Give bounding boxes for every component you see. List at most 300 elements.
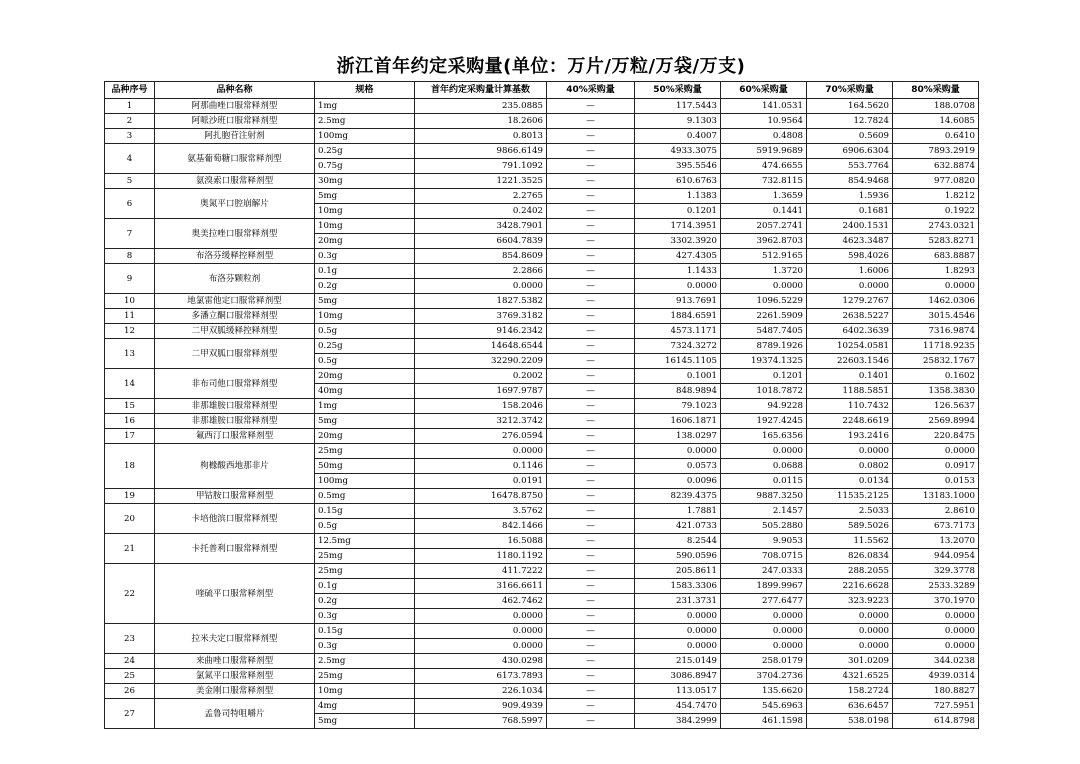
cell-p70: 12.7824 (807, 114, 893, 129)
table-row (105, 309, 979, 324)
cell-p70: 0.5609 (807, 129, 893, 144)
cell-p40: — (547, 549, 635, 564)
item-name: 地氯雷他定口服常释剂型 (155, 294, 315, 309)
item-number: 16 (105, 414, 155, 429)
item-name: 拉米夫定口服常释剂型 (155, 624, 315, 654)
cell-p80: 2569.8994 (893, 414, 979, 429)
item-number: 27 (105, 699, 155, 729)
cell-p80: 370.1970 (893, 594, 979, 609)
table-row (105, 444, 979, 459)
cell-base: 0.2402 (415, 204, 547, 219)
cell-p40: — (547, 279, 635, 294)
cell-p80: 0.0000 (893, 279, 979, 294)
cell-spec: 5mg (315, 294, 415, 309)
cell-p80: 7316.9874 (893, 324, 979, 339)
cell-p60: 0.0000 (721, 444, 807, 459)
cell-p50: 0.1001 (635, 369, 721, 384)
item-number: 17 (105, 429, 155, 444)
cell-base: 158.2046 (415, 399, 547, 414)
cell-p70: 10254.0581 (807, 339, 893, 354)
table-header (105, 82, 979, 99)
cell-p70: 2400.1531 (807, 219, 893, 234)
cell-p50: 117.5443 (635, 99, 721, 114)
item-number: 8 (105, 249, 155, 264)
cell-spec: 0.15g (315, 504, 415, 519)
item-name: 阿那曲唑口服常释剂型 (155, 99, 315, 114)
cell-p50: 79.1023 (635, 399, 721, 414)
cell-base: 14648.6544 (415, 339, 547, 354)
cell-base: 0.0000 (415, 639, 547, 654)
table-row (105, 564, 979, 579)
cell-p50: 1606.1871 (635, 414, 721, 429)
cell-base: 235.0885 (415, 99, 547, 114)
cell-p80: 944.0954 (893, 549, 979, 564)
cell-base: 0.0000 (415, 609, 547, 624)
cell-p80: 126.5637 (893, 399, 979, 414)
cell-p70: 6906.6304 (807, 144, 893, 159)
cell-p50: 427.4305 (635, 249, 721, 264)
cell-p80: 0.0000 (893, 609, 979, 624)
table-row (105, 669, 979, 684)
col-header-40pct: 40%采购量 (547, 82, 635, 99)
cell-base: 791.1092 (415, 159, 547, 174)
cell-p70: 6402.3639 (807, 324, 893, 339)
col-header-base: 首年约定采购量计算基数 (415, 82, 547, 99)
cell-p50: 421.0733 (635, 519, 721, 534)
cell-base: 1827.5382 (415, 294, 547, 309)
cell-base: 1697.9787 (415, 384, 547, 399)
cell-p70: 1.5936 (807, 189, 893, 204)
table-row (105, 624, 979, 639)
item-number: 19 (105, 489, 155, 504)
cell-p50: 0.0096 (635, 474, 721, 489)
table-row (105, 324, 979, 339)
cell-p60: 505.2880 (721, 519, 807, 534)
cell-spec: 0.75g (315, 159, 415, 174)
table-row (105, 264, 979, 279)
cell-p60: 0.0000 (721, 279, 807, 294)
cell-p60: 512.9165 (721, 249, 807, 264)
item-name: 氯氮平口服常释剂型 (155, 669, 315, 684)
item-name: 阿哌沙班口服常释剂型 (155, 114, 315, 129)
cell-p60: 1927.4245 (721, 414, 807, 429)
cell-spec: 25mg (315, 549, 415, 564)
cell-p60: 8789.1926 (721, 339, 807, 354)
cell-p60: 0.4808 (721, 129, 807, 144)
item-number: 21 (105, 534, 155, 564)
cell-spec: 1mg (315, 99, 415, 114)
cell-base: 6604.7839 (415, 234, 547, 249)
col-header-60pct: 60%采购量 (721, 82, 807, 99)
cell-p60: 0.0000 (721, 624, 807, 639)
cell-p70: 22603.1546 (807, 354, 893, 369)
item-number: 2 (105, 114, 155, 129)
procurement-table (104, 81, 979, 729)
cell-p80: 4939.0314 (893, 669, 979, 684)
item-number: 7 (105, 219, 155, 249)
cell-p50: 913.7691 (635, 294, 721, 309)
cell-p40: — (547, 414, 635, 429)
item-number: 15 (105, 399, 155, 414)
cell-base: 6173.7893 (415, 669, 547, 684)
col-header-name: 品种名称 (155, 82, 315, 99)
cell-p70: 854.9468 (807, 174, 893, 189)
cell-p40: — (547, 384, 635, 399)
cell-p80: 25832.1767 (893, 354, 979, 369)
cell-p40: — (547, 324, 635, 339)
cell-p70: 4623.3487 (807, 234, 893, 249)
cell-base: 411.7222 (415, 564, 547, 579)
cell-base: 0.2002 (415, 369, 547, 384)
cell-spec: 0.5g (315, 324, 415, 339)
cell-p60: 94.9228 (721, 399, 807, 414)
cell-p50: 1.1433 (635, 264, 721, 279)
table-row (105, 534, 979, 549)
item-name: 甲钴胺口服常释剂型 (155, 489, 315, 504)
cell-p60: 277.6477 (721, 594, 807, 609)
cell-p40: — (547, 144, 635, 159)
cell-p70: 0.0000 (807, 624, 893, 639)
table-row (105, 339, 979, 354)
cell-spec: 4mg (315, 699, 415, 714)
table-row (105, 144, 979, 159)
cell-p40: — (547, 399, 635, 414)
cell-base: 9866.6149 (415, 144, 547, 159)
cell-p80: 0.1922 (893, 204, 979, 219)
cell-p70: 2638.5227 (807, 309, 893, 324)
cell-p50: 0.0000 (635, 639, 721, 654)
cell-p40: — (547, 594, 635, 609)
cell-p50: 0.1201 (635, 204, 721, 219)
cell-p50: 215.0149 (635, 654, 721, 669)
cell-p40: — (547, 114, 635, 129)
cell-base: 3769.3182 (415, 309, 547, 324)
cell-p80: 220.8475 (893, 429, 979, 444)
cell-p60: 474.6655 (721, 159, 807, 174)
table-row (105, 189, 979, 204)
item-name: 二甲双胍缓释控释剂型 (155, 324, 315, 339)
item-name: 多潘立酮口服常释剂型 (155, 309, 315, 324)
cell-base: 462.7462 (415, 594, 547, 609)
cell-p40: — (547, 264, 635, 279)
cell-p60: 0.0000 (721, 609, 807, 624)
cell-p40: — (547, 249, 635, 264)
cell-p80: 329.3778 (893, 564, 979, 579)
cell-spec: 2.5mg (315, 654, 415, 669)
cell-spec: 0.15g (315, 624, 415, 639)
item-number: 5 (105, 174, 155, 189)
cell-p40: — (547, 459, 635, 474)
cell-p60: 0.0688 (721, 459, 807, 474)
cell-spec: 10mg (315, 204, 415, 219)
cell-p50: 0.4007 (635, 129, 721, 144)
item-number: 10 (105, 294, 155, 309)
cell-base: 0.0000 (415, 444, 547, 459)
item-name: 阿扎胞苷注射剂 (155, 129, 315, 144)
cell-p40: — (547, 189, 635, 204)
table-row (105, 489, 979, 504)
cell-base: 0.0000 (415, 624, 547, 639)
cell-p80: 3015.4546 (893, 309, 979, 324)
item-name: 卡培他滨口服常释剂型 (155, 504, 315, 534)
cell-p60: 0.0115 (721, 474, 807, 489)
cell-p50: 231.3731 (635, 594, 721, 609)
cell-p80: 7893.2919 (893, 144, 979, 159)
cell-p50: 1884.6591 (635, 309, 721, 324)
item-name: 非那雄胺口服常释剂型 (155, 414, 315, 429)
cell-p80: 2533.3289 (893, 579, 979, 594)
cell-spec: 20mg (315, 429, 415, 444)
cell-p60: 135.6620 (721, 684, 807, 699)
cell-p50: 0.0573 (635, 459, 721, 474)
cell-p40: — (547, 669, 635, 684)
item-name: 孟鲁司特咀嚼片 (155, 699, 315, 729)
cell-p60: 2261.5909 (721, 309, 807, 324)
cell-p70: 0.0000 (807, 609, 893, 624)
cell-base: 842.1466 (415, 519, 547, 534)
cell-spec: 0.3g (315, 609, 415, 624)
cell-p70: 0.0802 (807, 459, 893, 474)
item-name: 氟西汀口服常释剂型 (155, 429, 315, 444)
cell-p80: 0.0000 (893, 444, 979, 459)
cell-p80: 1.8212 (893, 189, 979, 204)
cell-p60: 1.3720 (721, 264, 807, 279)
cell-p70: 11.5562 (807, 534, 893, 549)
table-row (105, 174, 979, 189)
table-body (105, 99, 979, 729)
cell-base: 276.0594 (415, 429, 547, 444)
cell-p70: 301.0209 (807, 654, 893, 669)
cell-p80: 0.0153 (893, 474, 979, 489)
cell-base: 1221.3525 (415, 174, 547, 189)
cell-p60: 1.3659 (721, 189, 807, 204)
cell-p60: 545.6963 (721, 699, 807, 714)
cell-p50: 8239.4375 (635, 489, 721, 504)
cell-p80: 13183.1000 (893, 489, 979, 504)
cell-spec: 1mg (315, 399, 415, 414)
col-header-no: 品种序号 (105, 82, 155, 99)
col-header-50pct: 50%采购量 (635, 82, 721, 99)
cell-p40: — (547, 159, 635, 174)
cell-spec: 0.3g (315, 249, 415, 264)
item-number: 14 (105, 369, 155, 399)
cell-spec: 5mg (315, 189, 415, 204)
cell-p70: 193.2416 (807, 429, 893, 444)
item-number: 24 (105, 654, 155, 669)
cell-p60: 247.0333 (721, 564, 807, 579)
cell-base: 9146.2342 (415, 324, 547, 339)
cell-p50: 610.6763 (635, 174, 721, 189)
cell-p40: — (547, 504, 635, 519)
cell-p70: 0.1401 (807, 369, 893, 384)
cell-p50: 16145.1105 (635, 354, 721, 369)
cell-p60: 1096.5229 (721, 294, 807, 309)
cell-p80: 13.2070 (893, 534, 979, 549)
table-row (105, 654, 979, 669)
cell-spec: 100mg (315, 129, 415, 144)
table-row (105, 504, 979, 519)
table-row (105, 399, 979, 414)
cell-base: 430.0298 (415, 654, 547, 669)
cell-p80: 2.8610 (893, 504, 979, 519)
cell-p40: — (547, 489, 635, 504)
cell-base: 226.1034 (415, 684, 547, 699)
cell-base: 2.2765 (415, 189, 547, 204)
item-name: 二甲双胍口服常释剂型 (155, 339, 315, 369)
cell-p70: 0.0000 (807, 444, 893, 459)
cell-base: 3166.6611 (415, 579, 547, 594)
cell-p70: 2.5033 (807, 504, 893, 519)
cell-p70: 2216.6628 (807, 579, 893, 594)
cell-spec: 0.3g (315, 639, 415, 654)
cell-spec: 100mg (315, 474, 415, 489)
item-number: 11 (105, 309, 155, 324)
cell-base: 32290.2209 (415, 354, 547, 369)
cell-p50: 113.0517 (635, 684, 721, 699)
cell-p40: — (547, 639, 635, 654)
item-number: 13 (105, 339, 155, 369)
cell-p80: 632.8874 (893, 159, 979, 174)
cell-p50: 205.8611 (635, 564, 721, 579)
cell-p80: 614.8798 (893, 714, 979, 729)
cell-base: 854.8609 (415, 249, 547, 264)
cell-p50: 7324.3272 (635, 339, 721, 354)
cell-p40: — (547, 129, 635, 144)
cell-spec: 0.5mg (315, 489, 415, 504)
cell-p80: 0.6410 (893, 129, 979, 144)
cell-base: 18.2606 (415, 114, 547, 129)
cell-spec: 30mg (315, 174, 415, 189)
cell-p40: — (547, 174, 635, 189)
cell-p60: 461.1598 (721, 714, 807, 729)
cell-base: 3428.7901 (415, 219, 547, 234)
cell-spec: 10mg (315, 684, 415, 699)
cell-p50: 848.9894 (635, 384, 721, 399)
cell-p40: — (547, 309, 635, 324)
cell-p60: 5919.9689 (721, 144, 807, 159)
cell-spec: 10mg (315, 309, 415, 324)
cell-p60: 3704.2736 (721, 669, 807, 684)
table-row (105, 114, 979, 129)
cell-spec: 25mg (315, 564, 415, 579)
cell-spec: 10mg (315, 219, 415, 234)
cell-p60: 708.0715 (721, 549, 807, 564)
cell-p70: 1188.5851 (807, 384, 893, 399)
table-row (105, 684, 979, 699)
cell-spec: 0.5g (315, 519, 415, 534)
cell-p80: 1462.0306 (893, 294, 979, 309)
cell-p70: 2248.6619 (807, 414, 893, 429)
cell-p80: 0.0917 (893, 459, 979, 474)
cell-p40: — (547, 429, 635, 444)
cell-p80: 180.8827 (893, 684, 979, 699)
cell-p80: 1358.3830 (893, 384, 979, 399)
cell-p70: 636.6457 (807, 699, 893, 714)
cell-p60: 9887.3250 (721, 489, 807, 504)
cell-p50: 138.0297 (635, 429, 721, 444)
cell-p60: 1018.7872 (721, 384, 807, 399)
cell-p70: 0.1681 (807, 204, 893, 219)
cell-p60: 3962.8703 (721, 234, 807, 249)
cell-p50: 384.2999 (635, 714, 721, 729)
table-row (105, 219, 979, 234)
cell-p40: — (547, 369, 635, 384)
cell-p80: 0.1602 (893, 369, 979, 384)
cell-p80: 5283.8271 (893, 234, 979, 249)
cell-spec: 50mg (315, 459, 415, 474)
cell-base: 1180.1192 (415, 549, 547, 564)
cell-p80: 11718.9235 (893, 339, 979, 354)
cell-p50: 454.7470 (635, 699, 721, 714)
cell-p80: 2743.0321 (893, 219, 979, 234)
cell-spec: 40mg (315, 384, 415, 399)
cell-p70: 110.7432 (807, 399, 893, 414)
col-header-70pct: 70%采购量 (807, 82, 893, 99)
cell-spec: 0.5g (315, 354, 415, 369)
cell-base: 16.5088 (415, 534, 547, 549)
cell-p70: 598.4026 (807, 249, 893, 264)
cell-p80: 344.0238 (893, 654, 979, 669)
cell-p50: 0.0000 (635, 279, 721, 294)
item-name: 来曲唑口服常释剂型 (155, 654, 315, 669)
cell-p40: — (547, 354, 635, 369)
item-name: 卡托普利口服常释剂型 (155, 534, 315, 564)
item-number: 1 (105, 99, 155, 114)
item-number: 18 (105, 444, 155, 489)
cell-p50: 3086.8947 (635, 669, 721, 684)
cell-p50: 0.0000 (635, 444, 721, 459)
cell-spec: 20mg (315, 234, 415, 249)
table-row (105, 294, 979, 309)
cell-p40: — (547, 684, 635, 699)
cell-p60: 19374.1325 (721, 354, 807, 369)
item-name: 氨溴索口服常释剂型 (155, 174, 315, 189)
item-number: 25 (105, 669, 155, 684)
cell-p40: — (547, 474, 635, 489)
item-number: 3 (105, 129, 155, 144)
cell-base: 0.0191 (415, 474, 547, 489)
cell-p60: 0.1441 (721, 204, 807, 219)
item-name: 枸橼酸西地那非片 (155, 444, 315, 489)
item-name: 美金刚口服常释剂型 (155, 684, 315, 699)
cell-p60: 0.0000 (721, 639, 807, 654)
cell-p60: 2057.2741 (721, 219, 807, 234)
cell-p60: 141.0531 (721, 99, 807, 114)
cell-p70: 4321.6525 (807, 669, 893, 684)
cell-spec: 0.1g (315, 264, 415, 279)
table-row (105, 699, 979, 714)
cell-p70: 11535.2125 (807, 489, 893, 504)
cell-spec: 0.2g (315, 594, 415, 609)
item-number: 26 (105, 684, 155, 699)
cell-p70: 553.7764 (807, 159, 893, 174)
cell-p40: — (547, 564, 635, 579)
cell-p80: 188.0708 (893, 99, 979, 114)
cell-p80: 0.0000 (893, 639, 979, 654)
cell-base: 0.0000 (415, 279, 547, 294)
cell-p40: — (547, 219, 635, 234)
cell-p70: 589.5026 (807, 519, 893, 534)
cell-spec: 0.25g (315, 339, 415, 354)
item-number: 6 (105, 189, 155, 219)
table-row (105, 129, 979, 144)
item-name: 布洛芬颗粒剂 (155, 264, 315, 294)
cell-p80: 14.6085 (893, 114, 979, 129)
cell-p70: 826.0834 (807, 549, 893, 564)
cell-p50: 1.7881 (635, 504, 721, 519)
item-name: 非布司他口服常释剂型 (155, 369, 315, 399)
item-name: 布洛芬缓释控释剂型 (155, 249, 315, 264)
